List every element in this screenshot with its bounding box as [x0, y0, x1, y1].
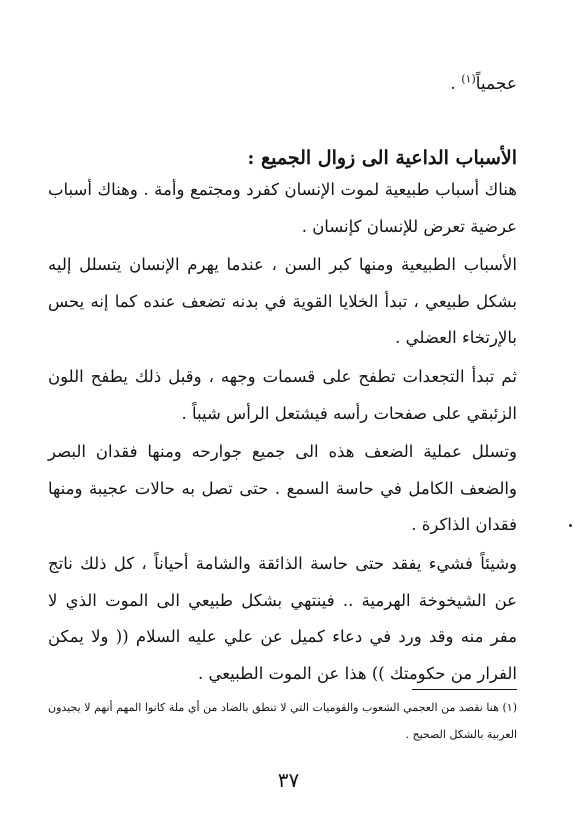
paragraph: الأسباب الطبيعية ومنها كبر السن ، عندما يهرم الإنسان يتسلل إليه بشكل طبيعي ، تبدأ الخلايا القوية في بدنه تضعف عنده كما إنه يحس بالإرتخاء العضلي .: [48, 255, 517, 348]
paragraph: وتسلل عملية الضعف هذه الى جميع جوارحه ومنها فقدان البصر والضعف الكامل في حاسة السمع . حتى تصل به حالات عجيبة ومنها فقدان الذاكرة .: [48, 442, 517, 535]
page-number: ٣٧: [277, 768, 300, 792]
body-text: [48, 172, 517, 694]
footnote-divider: [412, 689, 517, 690]
continued-tail: .: [450, 74, 462, 94]
paragraph: وشيئاً فشيء يفقد حتى حاسة الذائقة والشامة أحياناً ، كل ذلك ناتج عن الشيخوخة الهرمية .. فينتهي بشكل طبيعي الى الموت الذي لا مفر منه وقد ورد في دعاء كميل عن علي عليه السلام (( ولا يمكن الفرار من حكومتك )) هذا عن الموت الطبيعي .: [48, 553, 517, 683]
continued-word: عجمياً: [475, 74, 517, 94]
continued-line: [40, 68, 517, 100]
section-heading: الأسباب الداعية الى زوال الجميع :: [247, 147, 517, 169]
paragraph: هناك أسباب طبيعية لموت الإنسان كفرد ومجتمع وأمة . وهناك أسباب عرضية تعرض للإنسان كإنسان .: [48, 180, 517, 236]
footnote-reference: (١): [461, 72, 476, 86]
margin-speck: [569, 524, 572, 527]
paragraph: ثم تبدأ التجعدات تطفح على قسمات وجهه ، وقبل ذلك يطفح اللون الزئبقي على صفحات رأسه فيشتعل الرأس شيباً .: [48, 366, 517, 423]
footnote: (١) هنا نقصد من العجمي الشعوب والقوميات التي لا تنطق بالضاد من أي ملة كانوا المهم أنهم لا يجيدون العربية بالشكل الصحيح .: [48, 701, 517, 741]
